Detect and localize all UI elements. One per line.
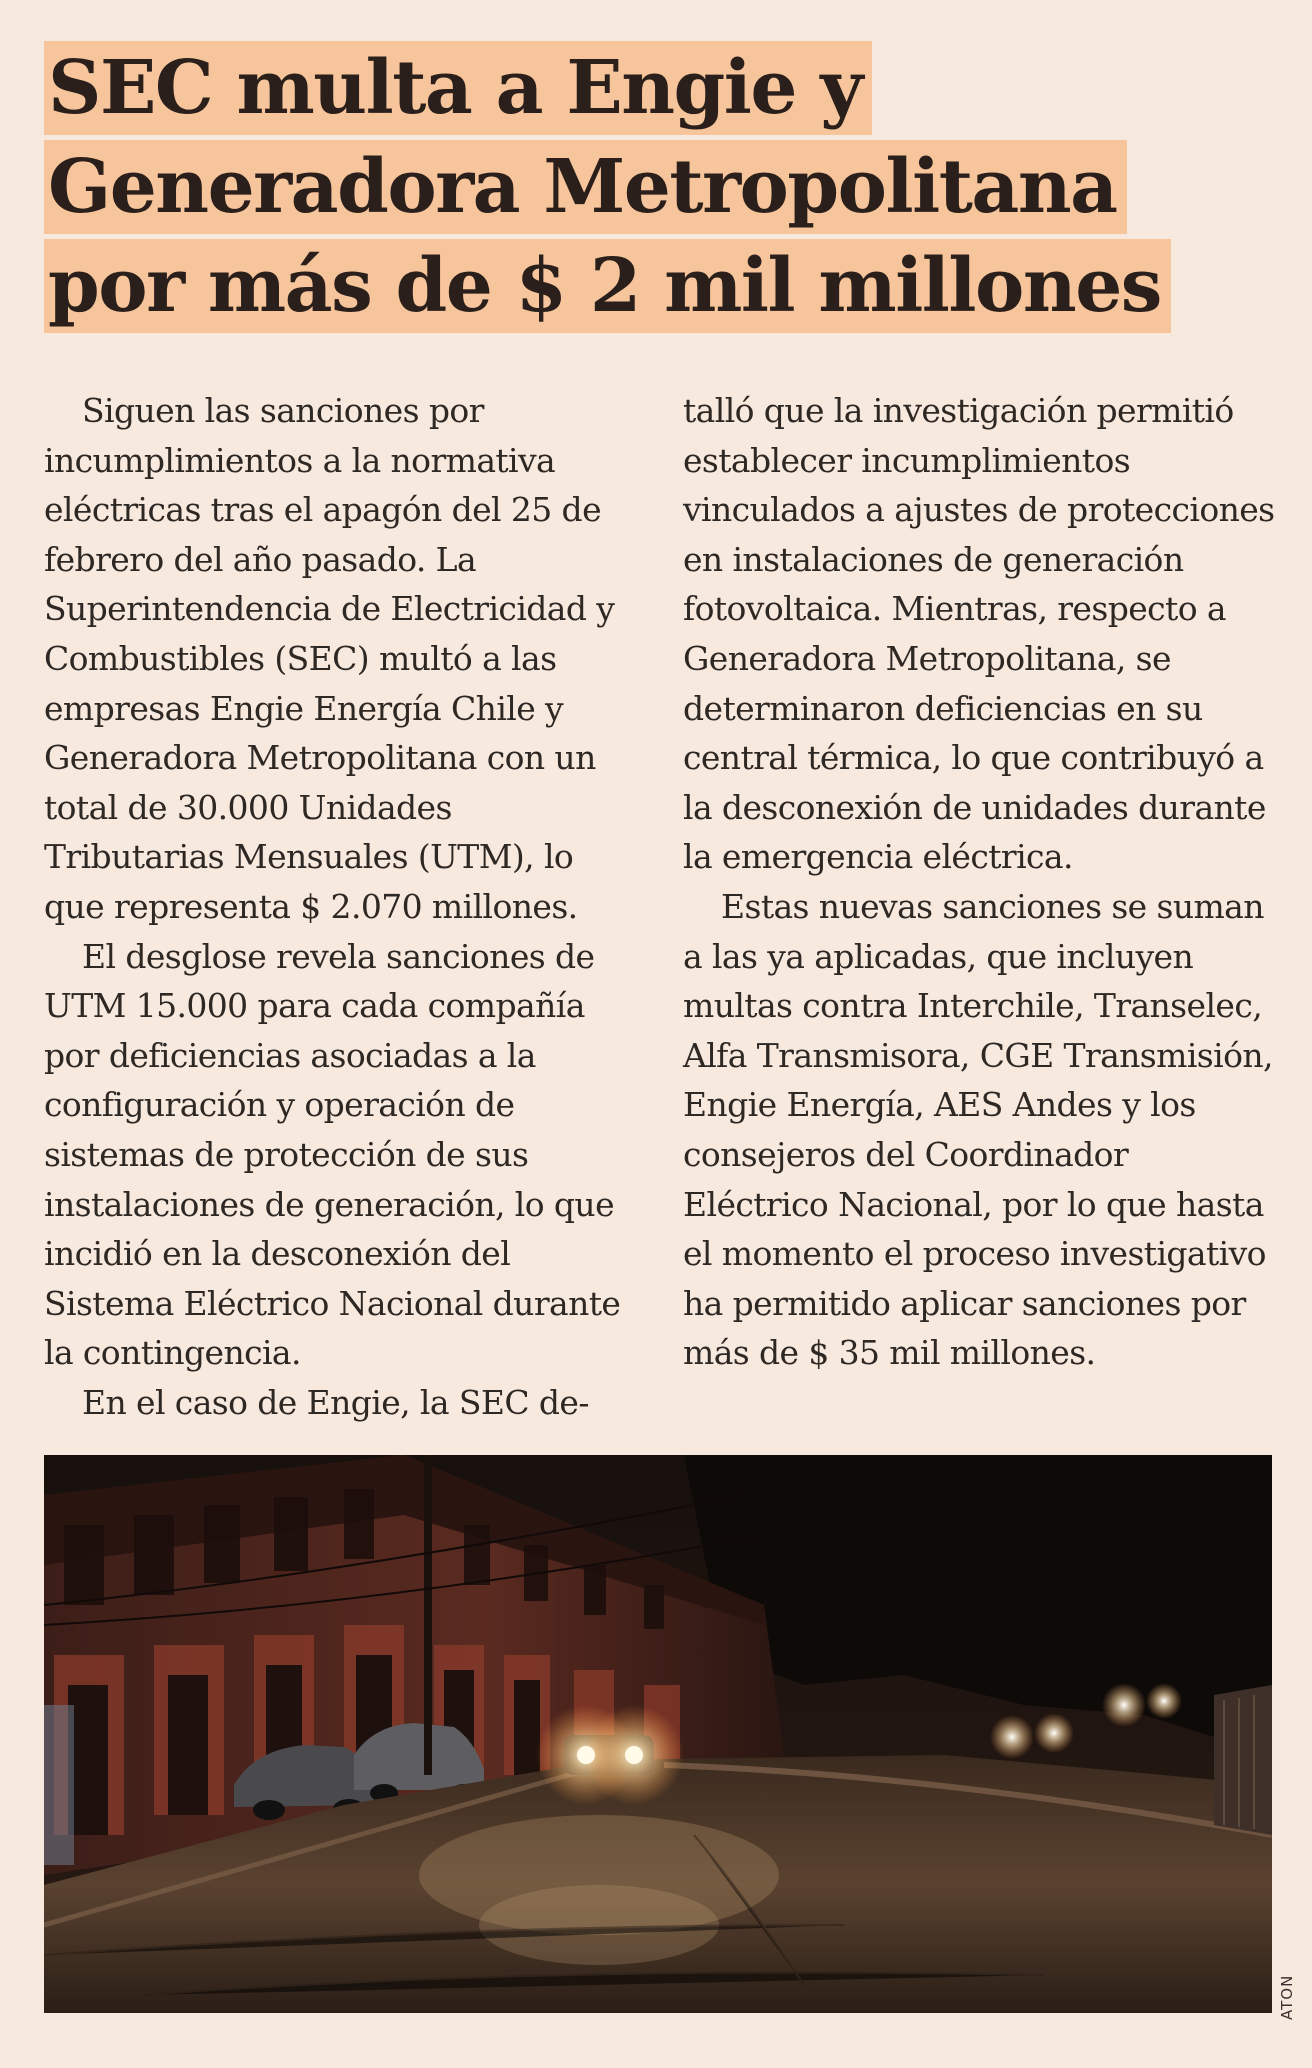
- body-paragraph: Estas nuevas sanciones se suman a las ya aplicadas, que incluyen multas contra Interchile, Transelec, Alfa Transmisora, CGE Transmisión, Engie Energía, AES Andes y los consejeros del Coordinador Eléctrico Nacional, por lo que hasta el momento el proceso investigativo ha permitido aplicar sanciones por más de $ 35 mil millones.: [683, 886, 1273, 1373]
- article-column-right: [683, 386, 1275, 1378]
- headline-line-2: Generadora Metropolitana: [44, 140, 1127, 234]
- body-paragraph: En el caso de Engie, la SEC de-: [82, 1382, 589, 1422]
- article-column-left: [44, 386, 640, 1427]
- body-paragraph-continued: talló que la investigación permitió establecer incumplimientos vinculados a ajustes de protecciones en instalaciones de generación fotovoltaica. Mientras, respecto a Generadora Metropolitana, se determinaron deficiencias en su central térmica, lo que contribuyó a la desconexión de unidades durante la emergencia eléctrica.: [683, 391, 1275, 877]
- headline: [44, 36, 1274, 333]
- article-photo: [44, 1455, 1272, 2013]
- body-paragraph: Siguen las sanciones por incumplimientos a la normativa eléctricas tras el apagón del 25 de febrero del año pasado. La Superintendencia de Electricidad y Combustibles (SEC) multó a las empresas Engie Energía Chile y Generadora Metropolitana con un total de 30.000 Unidades Tributarias Mensuales (UTM), lo que representa $ 2.070 millones.: [44, 391, 615, 926]
- night-street-illustration: [44, 1455, 1272, 2013]
- headline-line-3: por más de $ 2 mil millones: [44, 239, 1171, 333]
- body-paragraph: El desglose revela sanciones de UTM 15.000 para cada compañía por deficiencias asociadas a la configuración y operación de sistemas de protección de sus instalaciones de generación, lo que incidió en la desconexión del Sistema Eléctrico Nacional durante la contingencia.: [44, 936, 621, 1373]
- photo-credit: ATON: [1278, 1974, 1296, 2020]
- headline-line-1: SEC multa a Engie y: [44, 41, 872, 135]
